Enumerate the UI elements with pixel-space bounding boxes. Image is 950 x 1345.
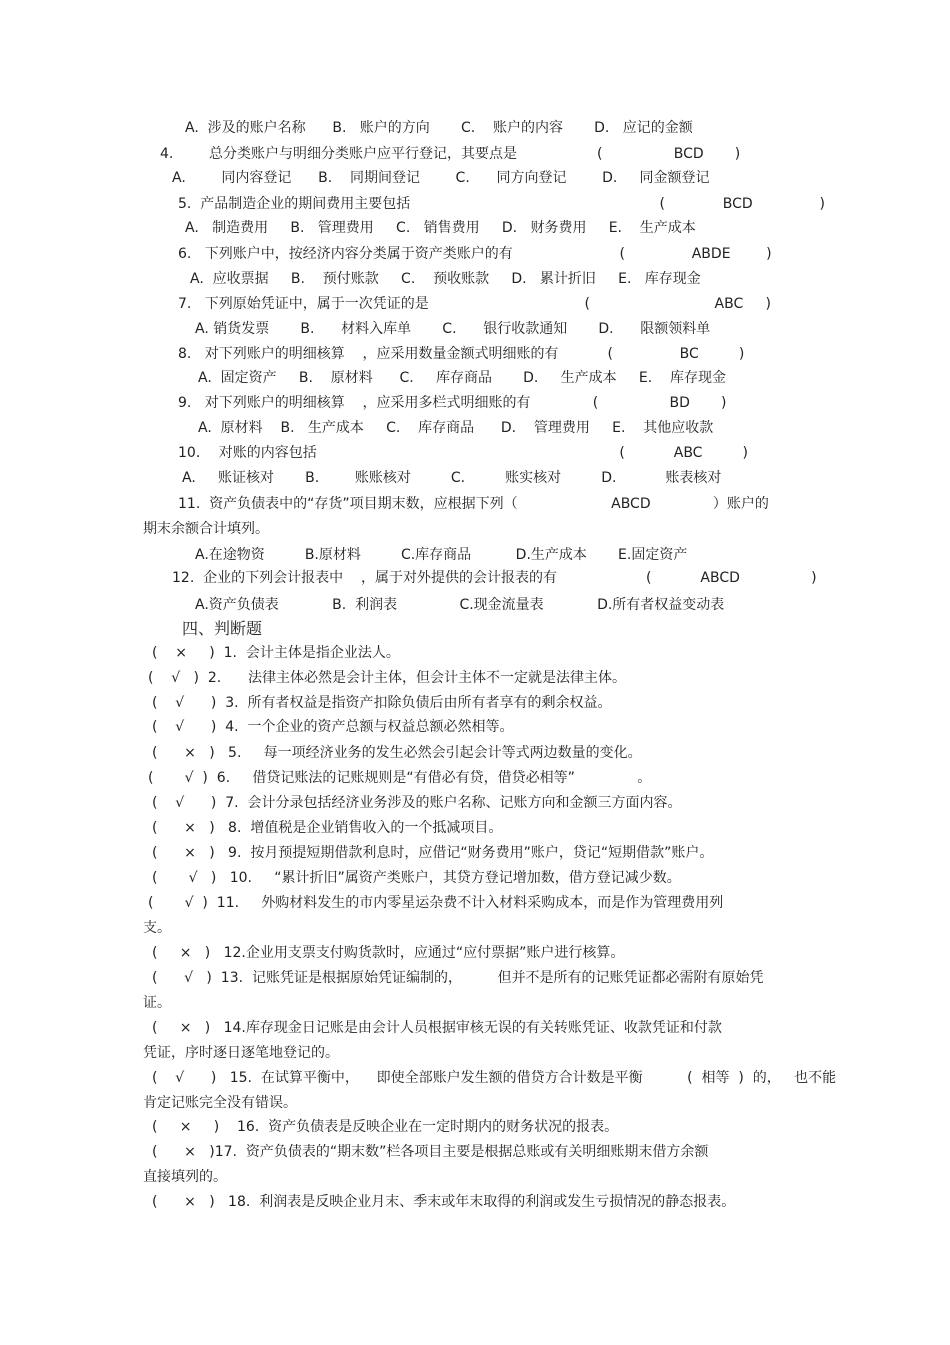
text-line: 凭证，序时逐日逐笔地登记的。: [143, 1045, 339, 1061]
text-line: ( × ) 18. 利润表是反映企业月末、季末或年末取得的利润或发生亏损情况的静态报表。: [152, 1194, 736, 1210]
text-line: 肯定记账完全没有错误。: [143, 1095, 297, 1111]
text-line: 7. 下列原始凭证中，属于一次凭证的是 ( ABC ): [178, 296, 771, 312]
text-line: 11. 资产负债表中的“存货”项目期末数，应根据下列（ ABCD ）账户的: [178, 496, 769, 512]
text-line: 5. 产品制造企业的期间费用主要包括 ( BCD ): [178, 196, 825, 212]
text-line: ( × ) 1. 会计主体是指企业法人。: [152, 645, 400, 661]
section-heading: 四、判断题: [182, 619, 263, 638]
text-line: A. 涉及的账户名称 B. 账户的方向 C. 账户的内容 D. 应记的金额: [185, 120, 693, 136]
text-line: 6. 下列账户中，按经济内容分类属于资产类账户的有 ( ABDE ): [178, 246, 772, 262]
text-line: 12. 企业的下列会计报表中 ，属于对外提供的会计报表的有 ( ABCD ): [172, 570, 817, 586]
text-line: ( √ ) 15. 在试算平衡中， 即使全部账户发生额的借贷方合计数是平衡 ( 相等 ) 的， 也不能: [152, 1070, 837, 1086]
text-line: A. 销货发票 B. 材料入库单 C. 银行收款通知 D. 限额领料单: [195, 321, 711, 337]
text-line: ( × ) 16. 资产负债表是反映企业在一定时期内的财务状况的报表。: [152, 1119, 619, 1135]
text-line: ( × ) 5. 每一项经济业务的发生必然会引起会计等式两边数量的变化。: [152, 745, 642, 761]
text-line: ( √ ) 2. 法律主体必然是会计主体，但会计主体不一定就是法律主体。: [148, 670, 626, 686]
text-line: A. 制造费用 B. 管理费用 C. 销售费用 D. 财务费用 E. 生产成本: [185, 220, 696, 236]
text-line: ( √ ) 3. 所有者权益是指资产扣除负债后由所有者享有的剩余权益。: [152, 695, 612, 711]
text-line: ( √ ) 7. 会计分录包括经济业务涉及的账户名称、记账方向和金额三方面内容。: [152, 795, 682, 811]
text-line: ( × ) 14.库存现金日记账是由会计人员根据审核无误的有关转账凭证、收款凭证和付款: [152, 1020, 722, 1036]
text-line: 10． 对账的内容包括 ( ABC ): [178, 445, 748, 461]
text-line: 4. 总分类账户与明细分类账户应平行登记，其要点是 ( BCD ): [160, 146, 741, 162]
text-line: ( √ ) 10. “累计折旧”属资产类账户，其贷方登记增加数，借方登记减少数。: [152, 870, 681, 886]
text-line: ( √ ) 13. 记账凭证是根据原始凭证编制的， 但并不是所有的记账凭证都必需附有原始凭: [152, 970, 764, 986]
text-line: ( × ) 8. 增值税是企业销售收入的一个抵减项目。: [152, 820, 503, 836]
text-line: A.资产负债表 B. 利润表 C.现金流量表 D.所有者权益变动表: [195, 597, 725, 613]
text-line: A. 账证核对 B. 账账核对 C. 账实核对 D. 账表核对: [182, 470, 722, 486]
text-line: ( √ ) 11. 外购材料发生的市内零星运杂费不计入材料采购成本，而是作为管理费用列: [148, 895, 724, 911]
text-line: A. 固定资产 B. 原材料 C. 库存商品 D. 生产成本 E. 库存现金: [198, 370, 726, 386]
text-line: ( × ) 12.企业用支票支付购货款时，应通过“应付票据”账户进行核算。: [152, 945, 625, 961]
text-line: A.在途物资 B.原材料 C.库存商品 D.生产成本 E.固定资产: [195, 547, 688, 563]
text-line: ( × )17. 资产负债表的“期末数”栏各项目主要是根据总账或有关明细账期末借方余额: [152, 1144, 709, 1160]
text-line: A. 应收票据 B. 预付账款 C. 预收账款 D. 累计折旧 E. 库存现金: [190, 271, 701, 287]
text-line: 直接填列的。: [143, 1169, 227, 1185]
text-line: 证。: [143, 995, 171, 1011]
text-line: ( × ) 9. 按月预提短期借款利息时，应借记“财务费用”账户，贷记“短期借款”账户。: [152, 845, 714, 861]
text-line: A. 原材料 B. 生产成本 C. 库存商品 D. 管理费用 E. 其他应收款: [198, 420, 714, 436]
text-line: A. 同内容登记 B. 同期间登记 C. 同方向登记 D. 同金额登记: [172, 170, 710, 186]
text-line: ( √ ) 6. 借贷记账法的记账规则是“有借必有贷，借贷必相等” 。: [148, 770, 652, 786]
text-line: ( √ ) 4. 一个企业的资产总额与权益总额必然相等。: [152, 719, 514, 735]
text-line: 8. 对下列账户的明细核算 ，应采用数量金额式明细账的有 ( BC ): [178, 346, 745, 362]
text-line: 9. 对下列账户的明细核算 ，应采用多栏式明细账的有 ( BD ): [178, 395, 727, 411]
text-line: 期末余额合计填列。: [143, 521, 269, 537]
text-line: 支。: [143, 920, 171, 936]
